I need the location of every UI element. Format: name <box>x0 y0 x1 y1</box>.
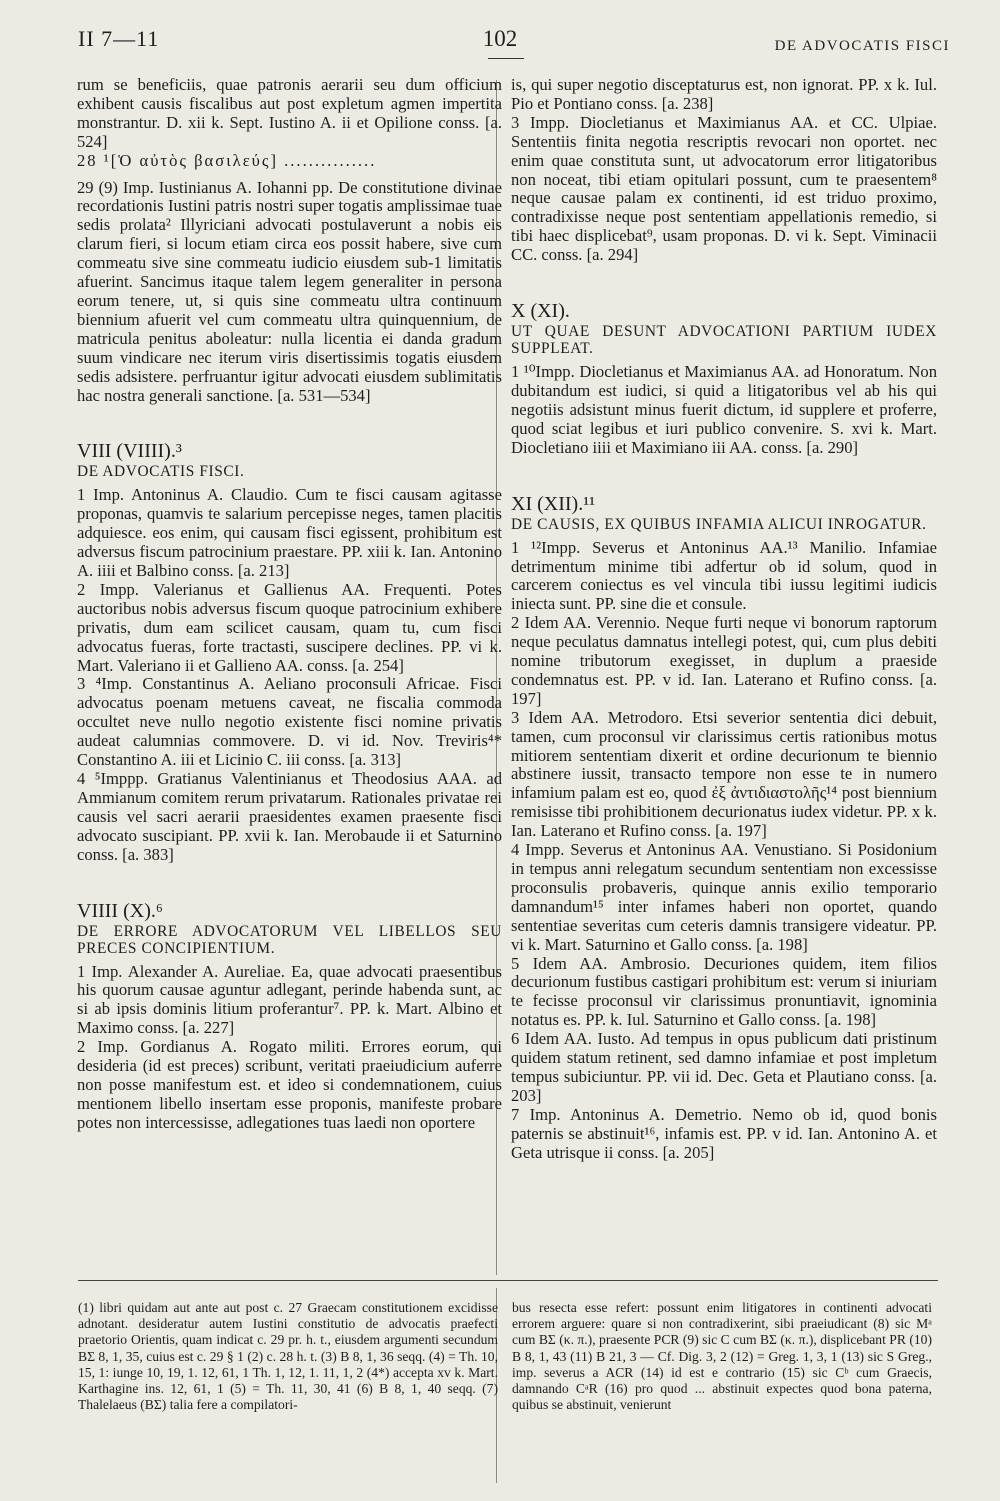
title-heading: DE CAUSIS, EX QUIBUS INFAMIA ALICUI INROGATUR. <box>511 515 927 533</box>
right-column <box>511 76 937 1163</box>
text-paragraph: 3 Impp. Diocletianus et Maximianus AA. et CC. Ulpiae. Sententiis finita negotia rescriptis revocari non oportet. nec enim quae constituta sunt, ut advocatorum error litigatoribus non noceat, tibi etiam opitulari possunt, cum te praesentem⁸ neque causae palam ex continenti, id est triduo proximo, contradixisse neque post sententiam appellationis remedio, si tibi haec displicebat⁹, usam proponas. D. vi k. Sept. Viminacii CC. conss. [a. 294] <box>511 112 937 265</box>
text-paragraph: 2 Impp. Valerianus et Gallienus AA. Frequenti. Potes auctoribus nobis adversus fiscum quoque patrocinium exhibere privatis, dum eam scilicet causam, quam tu, cum fisci advocatus fueras, forte tractasti, suscipere declines. PP. vi k. Mart. Valeriano ii et Gallieno AA. conss. [a. 254] <box>77 579 502 675</box>
title-heading: UT QUAE DESUNT ADVOCATIONI PARTIUM IUDEX SUPPLEAT. <box>511 323 937 358</box>
text-paragraph: 2 Idem AA. Verennio. Neque furti neque vi bonorum raptorum neque peculatus damnatus intellegi potest, qui, cum plus debiti nomine tributorum exegisset, in duplum a praeside condemnatus est. PP. v id. Ian. Laterano et Rufino conss. [a. 197] <box>511 613 937 708</box>
text-paragraph: 6 Idem AA. Iusto. Ad tempus in opus publicum dati pristinum quidem statum retinent, sed damno infamiae et post impletum tempus subiciuntur. PP. vii id. Dec. Geta et Plautiano conss. [a. 203] <box>511 1029 937 1105</box>
text-paragraph: 1 ¹⁰Impp. Diocletianus et Maximianus AA. ad Honoratum. Non dubitandum est iudici, si quid a litigatoribus vel ab his qui negotiis adsistunt minus fuerit dictum, id supplere et proferre, quod sciat legibus et iuri publico convenire. S. xvi k. Mart. Diocletiano iiii et Maximiano iii AA. conss. [a. 290] <box>511 362 937 457</box>
text-paragraph: is, qui super negotio disceptaturus est, non ignorat. PP. x k. Iul. Pio et Pontiano conss. [a. 238] <box>511 75 937 113</box>
text-paragraph: 1 Imp. Antoninus A. Claudio. Cum te fisci causam agitasse proponas, quamvis te salarium percepisse neges, tamen placitis adquiesce. eos enim, qui causam fisci egissent, prohibitum est adversus fiscum patrocinium praestare. PP. xiii k. Ian. Antonino A. iiii et Balbino conss. [a. 213] <box>77 485 502 581</box>
lacuna-line: 28 ¹[Ὁ αὐτὸς βασιλεύς] ............... <box>77 150 377 170</box>
footnote-text: bus resecta esse refert: possunt enim litigatores in continenti advocati errorem arguere: quare si non contradixerint, sibi praeiudicant (8) sic Mᵃ cum BΣ (κ. π.), praesente PCR (9) sic C cum BΣ (κ. π.), displicebant PR (10) B 8, 1, 43 (11) B 21, 3 — Cf. Dig. 3, 2 (12) = Greg. 1, 3, 1 (13) sic S Greg., imp. severus a ACR (14) id est e contrario (15) sic Cᵇ cum Graecis, damnando CᵃR (16) pro quod ... abstinuit expectes quod bona paterna, quibus se abstinuit, venierunt <box>512 1300 932 1413</box>
running-head-section: II 7—11 <box>78 26 160 51</box>
text-paragraph: 2 Imp. Gordianus A. Rogato militi. Errores eorum, qui desideria (id est preces) scribunt, veritati praeiudicium auferre non posse manifestum est. et ideo si condemnationem, cuius mentionem libello insertam esse proponis, manifeste probare potes non intercessisse, adlegationes tuas laedi non oportere <box>77 1037 502 1132</box>
title-number: VIII (VIIII).³ <box>77 440 182 463</box>
text-paragraph: rum se beneficiis, quae patronis aerarii seu dum officium exhibent causis fiscalibus aut post expletum agmen impertita monstrantur. D. xii k. Sept. Iustino A. ii et Opilione conss. [a. 524] <box>77 75 502 151</box>
text-paragraph: 7 Imp. Antoninus A. Demetrio. Nemo ob id, quod bonis paternis se abstinuit¹⁶, infamis est. PP. v id. Ian. Antonino A. et Geta utrisque ii conss. [a. 205] <box>511 1104 937 1162</box>
page-number-rule <box>488 58 524 59</box>
text-paragraph: 3 ⁴Imp. Constantinus A. Aeliano proconsuli Africae. Fisci advocatus poenam metuens caveat, ne fiscalia commoda occultet neve nullo negotio existente fisci nomine privatis audeat calumnias commovere. D. vi id. Nov. Treviris⁴* Constantino A. iii et Licinio C. iii conss. [a. 313] <box>77 674 502 770</box>
title-heading: DE ADVOCATIS FISCI. <box>77 463 245 481</box>
running-head-title: DE ADVOCATIS FISCI <box>774 38 950 54</box>
footnotes-left <box>78 1300 498 1413</box>
title-heading: DE ERRORE ADVOCATORUM VEL LIBELLOS SEU PRECES CONCIPIENTIUM. <box>77 922 502 957</box>
page-number: 102 <box>482 26 518 51</box>
title-number: X (XI). <box>511 300 570 323</box>
text-paragraph: 1 ¹²Impp. Severus et Antoninus AA.¹³ Manilio. Infamiae detrimentum minime tibi adfertur ob id solum, quod in carcerem coniectus es vel vincula tibi iussu legitimi iudicis iniecta sunt. PP. sine die et consule. <box>511 537 937 614</box>
text-paragraph: 3 Idem AA. Metrodoro. Etsi severior sententia dici debuit, tamen, cum proconsul vir clarissimus certis rationibus motus mitiorem sententiam dixerit et ordine decurionum te biennio abstinere iussit, transacto tempore non esse te in numero infamium palam est eo, quod ἐξ ἀντιδιαστολῆς¹⁴ post biennium remisisse tibi prohibitionem decurionatus iudex videtur. PP. x k. Ian. Laterano et Rufino conss. [a. 197] <box>511 707 937 841</box>
title-number: VIIII (X).⁶ <box>77 899 163 922</box>
text-paragraph: 4 ⁵Imppp. Gratianus Valentinianus et Theodosius AAA. ad Ammianum comitem rerum privatarum. Rationales privatae rei causis vel sacri aerarii praesidentes examen praesente fisci advocato suscipiant. PP. xvii k. Ian. Merobaude ii et Saturnino conss. [a. 383] <box>77 769 502 864</box>
footnote-rule <box>78 1280 938 1281</box>
text-paragraph: 29 (9) Imp. Iustinianus A. Iohanni pp. De constitutione divinae recordationis Iustini patris nostri super togatis amplissimae tuae sedis prolata² Illyriciani advocati postulaverunt a nobis eis clarum fieri, si locum etiam circa eos possit habere, sive cum commeatu sive sine commeatu iudicio eiusdem sub-1 limitatis afuerint. Sancimus itaque talem legem generaliter in persona eorum tenere, ut, si quis sine commeatu ultra continuum biennium afuerit vel cum commeatu ultra quinquennium, de matricula penitus aboleatur: nulla licentia ei danda gradum suum vindicare nec iterum viris disertissimis togatis eiusdem sedis adsistere. perfruantur igitur advocati eiusdem sublimitatis hac nostra generali sanctione. [a. 531—534] <box>77 177 502 405</box>
title-number: XI (XII).¹¹ <box>511 492 596 515</box>
footnote-text: (1) libri quidam aut ante aut post c. 27 Graecam constitutionem excidisse adnotant. desideratur autem Iustini constitutio de advocatis praefecti praetorio Orientis, quam indicat c. 29 pr. h. t., eiusdem argumenti secundum BΣ 8, 1, 35, cuius est c. 29 § 1 (2) c. 28 h. t. (3) B 8, 1, 36 seqq. (4) = Th. 10, 15, 1: iunge 10, 19, 1. 12, 61, 1 Th. 1, 12, 1. 11, 1, 2 (4*) accepta xv k. Mart. Karthagine ins. 12, 61, 1 (5) = Th. 11, 30, 41 (6) B 8, 1, 40 seqq. (7) Thalelaeus (BΣ) talia fere a compilatori- <box>78 1300 498 1413</box>
footnotes-right <box>512 1300 932 1413</box>
left-column <box>77 76 502 1133</box>
text-paragraph: 1 Imp. Alexander A. Aureliae. Ea, quae advocati praesentibus his quorum causae aguntur adlegant, perinde habenda sunt, ac si ab ipsis dominis litium proferantur⁷. PP. k. Mart. Albino et Maximo conss. [a. 227] <box>77 961 502 1038</box>
text-paragraph: 5 Idem AA. Ambrosio. Decuriones quidem, item filios decurionum fustibus castigari prohibitum est: verum si iniuriam te fecisse proconsul vir clarissimus pronuntiavit, ignominia notatus es. PP. k. Iul. Saturnino et Gallo conss. [a. 198] <box>511 953 937 1030</box>
text-paragraph: 4 Impp. Severus et Antoninus AA. Venustiano. Si Posidonium in tempus anni relegatum secundum sententiam non excessisse proconsulis probaveris, quinque annis exilio temporario damnandum¹⁵ inter infames haberi non oportet, quando sententiae severitas cum ceteris damnis transigere videatur. PP. vi k. Mart. Saturnino et Gallo conss. [a. 198] <box>511 840 937 954</box>
